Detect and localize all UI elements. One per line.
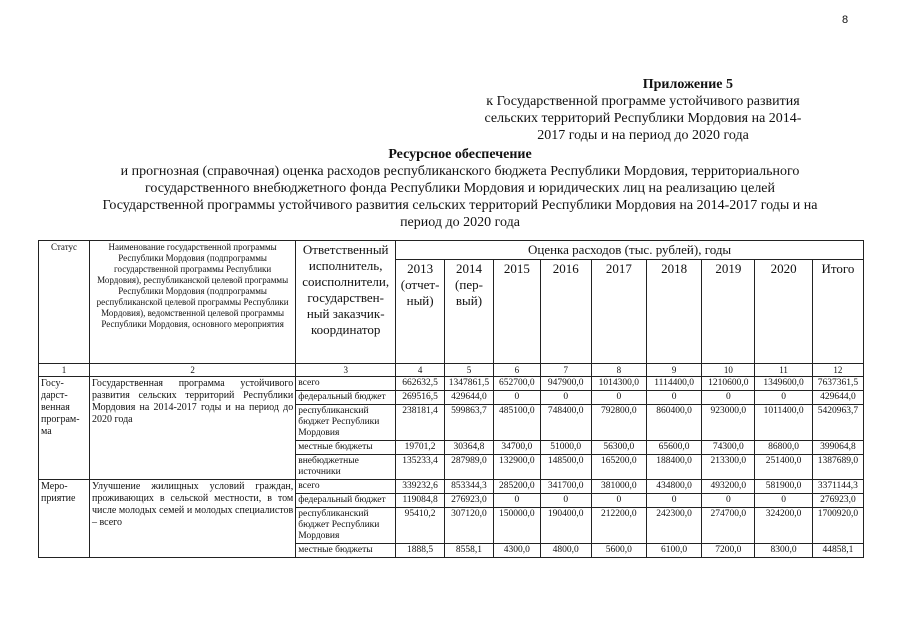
header-responsible: Ответственный исполнитель, соисполнители, государствен-ный заказчик-координатор bbox=[296, 241, 396, 364]
heading-line: государственного внебюджетного фонда Республики Мордовия и юридических лиц на реализацию целей bbox=[144, 181, 776, 196]
document-heading bbox=[40, 146, 880, 231]
value-cell: 213300,0 bbox=[702, 455, 755, 480]
value-cell: 148500,0 bbox=[540, 455, 591, 480]
value-cell: 860400,0 bbox=[646, 405, 701, 441]
header-year: 2020 bbox=[755, 260, 812, 364]
column-number: 9 bbox=[646, 364, 701, 377]
column-number: 8 bbox=[591, 364, 646, 377]
value-cell: 324200,0 bbox=[755, 508, 812, 544]
value-cell: 434800,0 bbox=[646, 480, 701, 494]
table-row bbox=[39, 377, 864, 391]
value-cell: 212200,0 bbox=[591, 508, 646, 544]
column-number: 5 bbox=[445, 364, 494, 377]
value-cell: 135233,4 bbox=[396, 455, 445, 480]
header-year: 2015 bbox=[493, 260, 540, 364]
value-cell: 0 bbox=[493, 494, 540, 508]
value-cell: 51000,0 bbox=[540, 441, 591, 455]
value-cell: 0 bbox=[540, 494, 591, 508]
value-cell: 5600,0 bbox=[591, 544, 646, 558]
value-cell: 0 bbox=[591, 391, 646, 405]
header-year: 2013 (отчет-ный) bbox=[396, 260, 445, 364]
value-cell: 34700,0 bbox=[493, 441, 540, 455]
value-cell: 0 bbox=[540, 391, 591, 405]
funding-source-cell: федеральный бюджет bbox=[296, 391, 396, 405]
funding-source-cell: местные бюджеты bbox=[296, 441, 396, 455]
appendix-block bbox=[433, 76, 853, 144]
total-cell: 7637361,5 bbox=[812, 377, 863, 391]
resource-table bbox=[38, 240, 864, 558]
page-number: 8 bbox=[842, 14, 849, 26]
total-cell: 399064,8 bbox=[812, 441, 863, 455]
header-year: 2017 bbox=[591, 260, 646, 364]
value-cell: 238181,4 bbox=[396, 405, 445, 441]
value-cell: 748400,0 bbox=[540, 405, 591, 441]
appendix-line: 2017 годы и на период до 2020 года bbox=[537, 128, 749, 143]
value-cell: 0 bbox=[702, 391, 755, 405]
column-number-row bbox=[39, 364, 864, 377]
value-cell: 95410,2 bbox=[396, 508, 445, 544]
value-cell: 285200,0 bbox=[493, 480, 540, 494]
header-year: 2014 (пер-вый) bbox=[445, 260, 494, 364]
value-cell: 1210600,0 bbox=[702, 377, 755, 391]
value-cell: 8558,1 bbox=[445, 544, 494, 558]
value-cell: 74300,0 bbox=[702, 441, 755, 455]
appendix-title: Приложение 5 bbox=[642, 77, 733, 92]
appendix-line: сельских территорий Республики Мордовия на 2014- bbox=[484, 111, 802, 126]
heading-line: Государственной программы устойчивого развития сельских территорий Республики Мордовия на 2014-2017 годы и на bbox=[102, 198, 818, 213]
value-cell: 56300,0 bbox=[591, 441, 646, 455]
program-name-cell: Государственная программа устойчивого развития сельских территорий Республики Мордовия на 2014-2017 годы и на период до 2020 года bbox=[90, 377, 296, 480]
funding-source-cell: федеральный бюджет bbox=[296, 494, 396, 508]
value-cell: 853344,3 bbox=[445, 480, 494, 494]
header-year: 2019 bbox=[702, 260, 755, 364]
value-cell: 381000,0 bbox=[591, 480, 646, 494]
value-cell: 0 bbox=[755, 494, 812, 508]
funding-source-cell: внебюджетные источники bbox=[296, 455, 396, 480]
value-cell: 4800,0 bbox=[540, 544, 591, 558]
header-total: Итого bbox=[812, 260, 863, 364]
value-cell: 30364,8 bbox=[445, 441, 494, 455]
value-cell: 86800,0 bbox=[755, 441, 812, 455]
column-number: 4 bbox=[396, 364, 445, 377]
value-cell: 269516,5 bbox=[396, 391, 445, 405]
status-cell: Госу-дарст-венная програм-ма bbox=[39, 377, 90, 480]
value-cell: 307120,0 bbox=[445, 508, 494, 544]
column-number: 11 bbox=[755, 364, 812, 377]
total-cell: 276923,0 bbox=[812, 494, 863, 508]
value-cell: 493200,0 bbox=[702, 480, 755, 494]
header-status: Статус bbox=[39, 241, 90, 364]
value-cell: 276923,0 bbox=[445, 494, 494, 508]
value-cell: 1349600,0 bbox=[755, 377, 812, 391]
value-cell: 0 bbox=[591, 494, 646, 508]
program-name-cell: Улучшение жилищных условий граждан, проживающих в сельской местности, в том числе молодых семей и молодых специалистов – всего bbox=[90, 480, 296, 558]
value-cell: 242300,0 bbox=[646, 508, 701, 544]
header-name: Наименование государственной программы Республики Мордовия (подпрограммы государственной программы Республики Мордовия), республиканской целевой программы Республики Мордовия (подпрограммы республиканской целевой программы Республики Мордовия), ведомственной целевой программы Республики Мордовия, основного мероприятия bbox=[90, 241, 296, 364]
value-cell: 150000,0 bbox=[493, 508, 540, 544]
value-cell: 251400,0 bbox=[755, 455, 812, 480]
table-row bbox=[39, 480, 864, 494]
column-number: 3 bbox=[296, 364, 396, 377]
heading-line: и прогнозная (справочная) оценка расходов республиканского бюджета Республики Мордовия, территориального bbox=[120, 164, 800, 179]
value-cell: 6100,0 bbox=[646, 544, 701, 558]
value-cell: 7200,0 bbox=[702, 544, 755, 558]
total-cell: 1387689,0 bbox=[812, 455, 863, 480]
value-cell: 0 bbox=[702, 494, 755, 508]
value-cell: 1114400,0 bbox=[646, 377, 701, 391]
value-cell: 1014300,0 bbox=[591, 377, 646, 391]
header-estimate: Оценка расходов (тыс. рублей), годы bbox=[396, 241, 864, 260]
column-number: 1 bbox=[39, 364, 90, 377]
funding-source-cell: местные бюджеты bbox=[296, 544, 396, 558]
total-cell: 429644,0 bbox=[812, 391, 863, 405]
value-cell: 581900,0 bbox=[755, 480, 812, 494]
value-cell: 339232,6 bbox=[396, 480, 445, 494]
funding-source-cell: республиканский бюджет Республики Мордовия bbox=[296, 405, 396, 441]
value-cell: 8300,0 bbox=[755, 544, 812, 558]
value-cell: 599863,7 bbox=[445, 405, 494, 441]
value-cell: 341700,0 bbox=[540, 480, 591, 494]
value-cell: 4300,0 bbox=[493, 544, 540, 558]
value-cell: 1888,5 bbox=[396, 544, 445, 558]
value-cell: 274700,0 bbox=[702, 508, 755, 544]
header-year: 2018 bbox=[646, 260, 701, 364]
value-cell: 287989,0 bbox=[445, 455, 494, 480]
value-cell: 19701,2 bbox=[396, 441, 445, 455]
heading-title: Ресурсное обеспечение bbox=[388, 147, 532, 162]
funding-source-cell: республиканский бюджет Республики Мордовия bbox=[296, 508, 396, 544]
value-cell: 792800,0 bbox=[591, 405, 646, 441]
value-cell: 165200,0 bbox=[591, 455, 646, 480]
value-cell: 119084,8 bbox=[396, 494, 445, 508]
appendix-line: к Государственной программе устойчивого развития bbox=[486, 94, 800, 109]
value-cell: 1347861,5 bbox=[445, 377, 494, 391]
total-cell: 3371144,3 bbox=[812, 480, 863, 494]
value-cell: 0 bbox=[755, 391, 812, 405]
column-number: 7 bbox=[540, 364, 591, 377]
value-cell: 0 bbox=[646, 391, 701, 405]
value-cell: 132900,0 bbox=[493, 455, 540, 480]
funding-source-cell: всего bbox=[296, 377, 396, 391]
value-cell: 0 bbox=[646, 494, 701, 508]
header-year: 2016 bbox=[540, 260, 591, 364]
column-number: 6 bbox=[493, 364, 540, 377]
value-cell: 188400,0 bbox=[646, 455, 701, 480]
funding-source-cell: всего bbox=[296, 480, 396, 494]
value-cell: 1011400,0 bbox=[755, 405, 812, 441]
column-number: 12 bbox=[812, 364, 863, 377]
total-cell: 1700920,0 bbox=[812, 508, 863, 544]
value-cell: 65600,0 bbox=[646, 441, 701, 455]
heading-line: период до 2020 года bbox=[400, 215, 520, 230]
value-cell: 923000,0 bbox=[702, 405, 755, 441]
value-cell: 0 bbox=[493, 391, 540, 405]
column-number: 10 bbox=[702, 364, 755, 377]
table-body bbox=[39, 377, 864, 558]
value-cell: 485100,0 bbox=[493, 405, 540, 441]
value-cell: 662632,5 bbox=[396, 377, 445, 391]
value-cell: 947900,0 bbox=[540, 377, 591, 391]
status-cell: Меро-приятие bbox=[39, 480, 90, 558]
value-cell: 652700,0 bbox=[493, 377, 540, 391]
value-cell: 190400,0 bbox=[540, 508, 591, 544]
column-number: 2 bbox=[90, 364, 296, 377]
total-cell: 44858,1 bbox=[812, 544, 863, 558]
value-cell: 429644,0 bbox=[445, 391, 494, 405]
total-cell: 5420963,7 bbox=[812, 405, 863, 441]
